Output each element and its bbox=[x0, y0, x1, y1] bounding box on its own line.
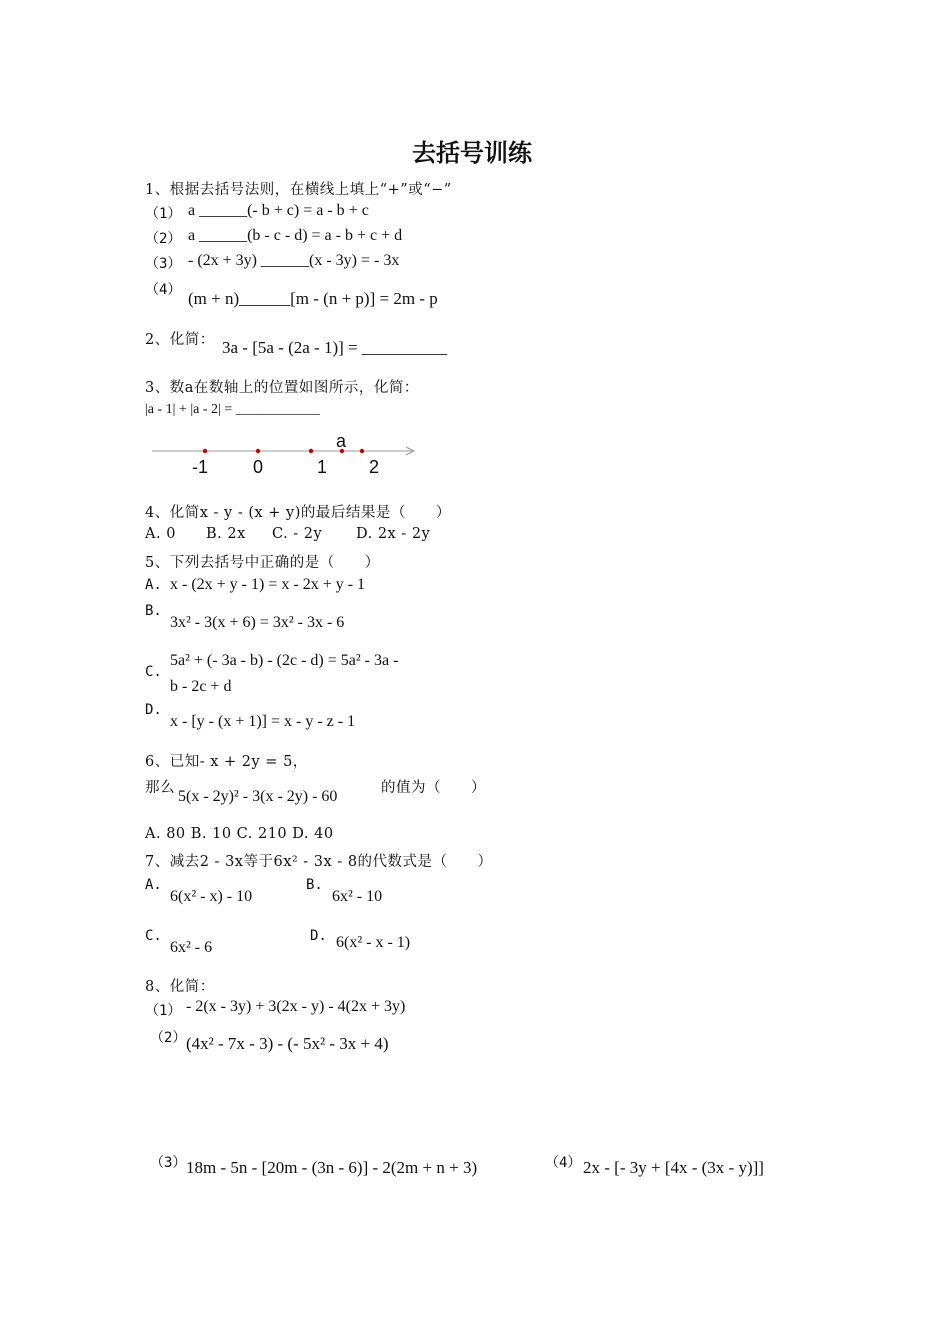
q1-item-label: （2） bbox=[145, 231, 182, 247]
q5-option-expr: x - [y - (x + 1)] = x - y - z - 1 bbox=[170, 713, 356, 730]
q2-text: 2、化简： bbox=[145, 332, 215, 348]
q7-option-label: D. bbox=[310, 928, 327, 944]
q5-option-expr: x - (2x + y - 1) = x - 2x + y - 1 bbox=[170, 576, 366, 593]
tick-label: 0 bbox=[253, 457, 264, 477]
q7-option-label: C. bbox=[145, 928, 162, 944]
tick-dot bbox=[360, 449, 364, 453]
q6-suffix: 的值为（ ） bbox=[381, 780, 486, 796]
q8-item-label: （4） bbox=[545, 1155, 582, 1171]
tick-label: 1 bbox=[317, 457, 328, 477]
q1-item-label: （1） bbox=[145, 206, 182, 222]
q7-option-expr: 6x² - 10 bbox=[332, 888, 383, 905]
tick-dot bbox=[203, 449, 207, 453]
q4-option-a: A. 0 bbox=[145, 526, 176, 542]
q4-option-d: D. 2x - 2y bbox=[356, 526, 431, 542]
q7-option-expr: 6(x² - x - 1) bbox=[336, 934, 411, 951]
q3-expr: |a - 1| + |a - 2| = ____________ bbox=[145, 402, 320, 417]
q5-option-expr: 5a² + (- 3a - b) - (2c - d) = 5a² - 3a - bbox=[170, 652, 399, 669]
q5-option-label: D. bbox=[145, 702, 162, 718]
q1-item-label: （3） bbox=[145, 256, 182, 272]
q5-option-expr: 3x² - 3(x + 6) = 3x² - 3x - 6 bbox=[170, 614, 345, 631]
q7-option-expr: 6(x² - x) - 10 bbox=[170, 888, 253, 905]
q7-text: 7、减去2 - 3x等于6x² - 3x - 8的代数式是（ ） bbox=[145, 854, 493, 870]
q2-expr: 3a - [5a - (2a - 1)] = __________ bbox=[222, 338, 447, 357]
q8-item-label: （1） bbox=[145, 1003, 182, 1019]
q1-text: 1、根据去括号法则，在横线上填上“+”或“−” bbox=[145, 182, 452, 198]
tick-label: -1 bbox=[192, 457, 209, 477]
q1-item-expr: a ______(- b + c) = a - b + c bbox=[188, 202, 369, 219]
tick-dot bbox=[256, 449, 260, 453]
q6-expr: 5(x - 2y)² - 3(x - 2y) - 60 bbox=[178, 788, 338, 805]
q4-option-b: B. 2x bbox=[206, 526, 246, 542]
q1-item-expr: a ______(b - c - d) = a - b + c + d bbox=[188, 227, 403, 244]
q4-text: 4、化简x - y - (x + y)的最后结果是（ ） bbox=[145, 505, 451, 521]
q6-prefix: 那么 bbox=[145, 780, 175, 796]
q7-option-expr: 6x² - 6 bbox=[170, 939, 213, 956]
q7-option-label: B. bbox=[306, 877, 323, 893]
q1-item-expr: - (2x + 3y) ______(x - 3y) = - 3x bbox=[188, 252, 400, 269]
q6-options: A. 80 B. 10 C. 210 D. 40 bbox=[145, 826, 334, 842]
q5-text: 5、下列去括号中正确的是（ ） bbox=[145, 555, 380, 571]
q8-text: 8、化简： bbox=[145, 979, 215, 995]
q8-item-expr: 2x - [- 3y + [4x - (3x - y)]] bbox=[583, 1158, 764, 1177]
q5-option-expr-line2: b - 2c + d bbox=[170, 678, 232, 695]
q5-option-label: C. bbox=[145, 664, 162, 680]
q8-item-expr: 18m - 5n - [20m - (3n - 6)] - 2(2m + n + 3) bbox=[186, 1158, 478, 1177]
tick-label: 2 bbox=[369, 457, 380, 477]
q8-item-expr: - 2(x - 3y) + 3(2x - y) - 4(2x + 3y) bbox=[186, 998, 406, 1015]
q1-item-label: （4） bbox=[145, 282, 182, 298]
page-title: 去括号训练 bbox=[412, 139, 532, 167]
q8-item-label: （2） bbox=[150, 1030, 187, 1046]
q7-option-label: A. bbox=[145, 877, 162, 893]
q8-item-expr: (4x² - 7x - 3) - (- 5x² - 3x + 4) bbox=[186, 1034, 389, 1053]
q6-text: 6、已知- x + 2y = 5， bbox=[145, 754, 308, 770]
q5-option-label: A. bbox=[145, 577, 162, 593]
q1-item-expr: (m + n)______[m - (n + p)] = 2m - p bbox=[188, 289, 438, 308]
point-a-label: a bbox=[336, 431, 347, 451]
q8-item-label: （3） bbox=[150, 1155, 187, 1171]
q5-option-label: B. bbox=[145, 603, 162, 619]
tick-dot bbox=[309, 449, 313, 453]
q3-text: 3、数a在数轴上的位置如图所示，化简： bbox=[145, 380, 419, 396]
q4-option-c: C. - 2y bbox=[272, 526, 323, 542]
